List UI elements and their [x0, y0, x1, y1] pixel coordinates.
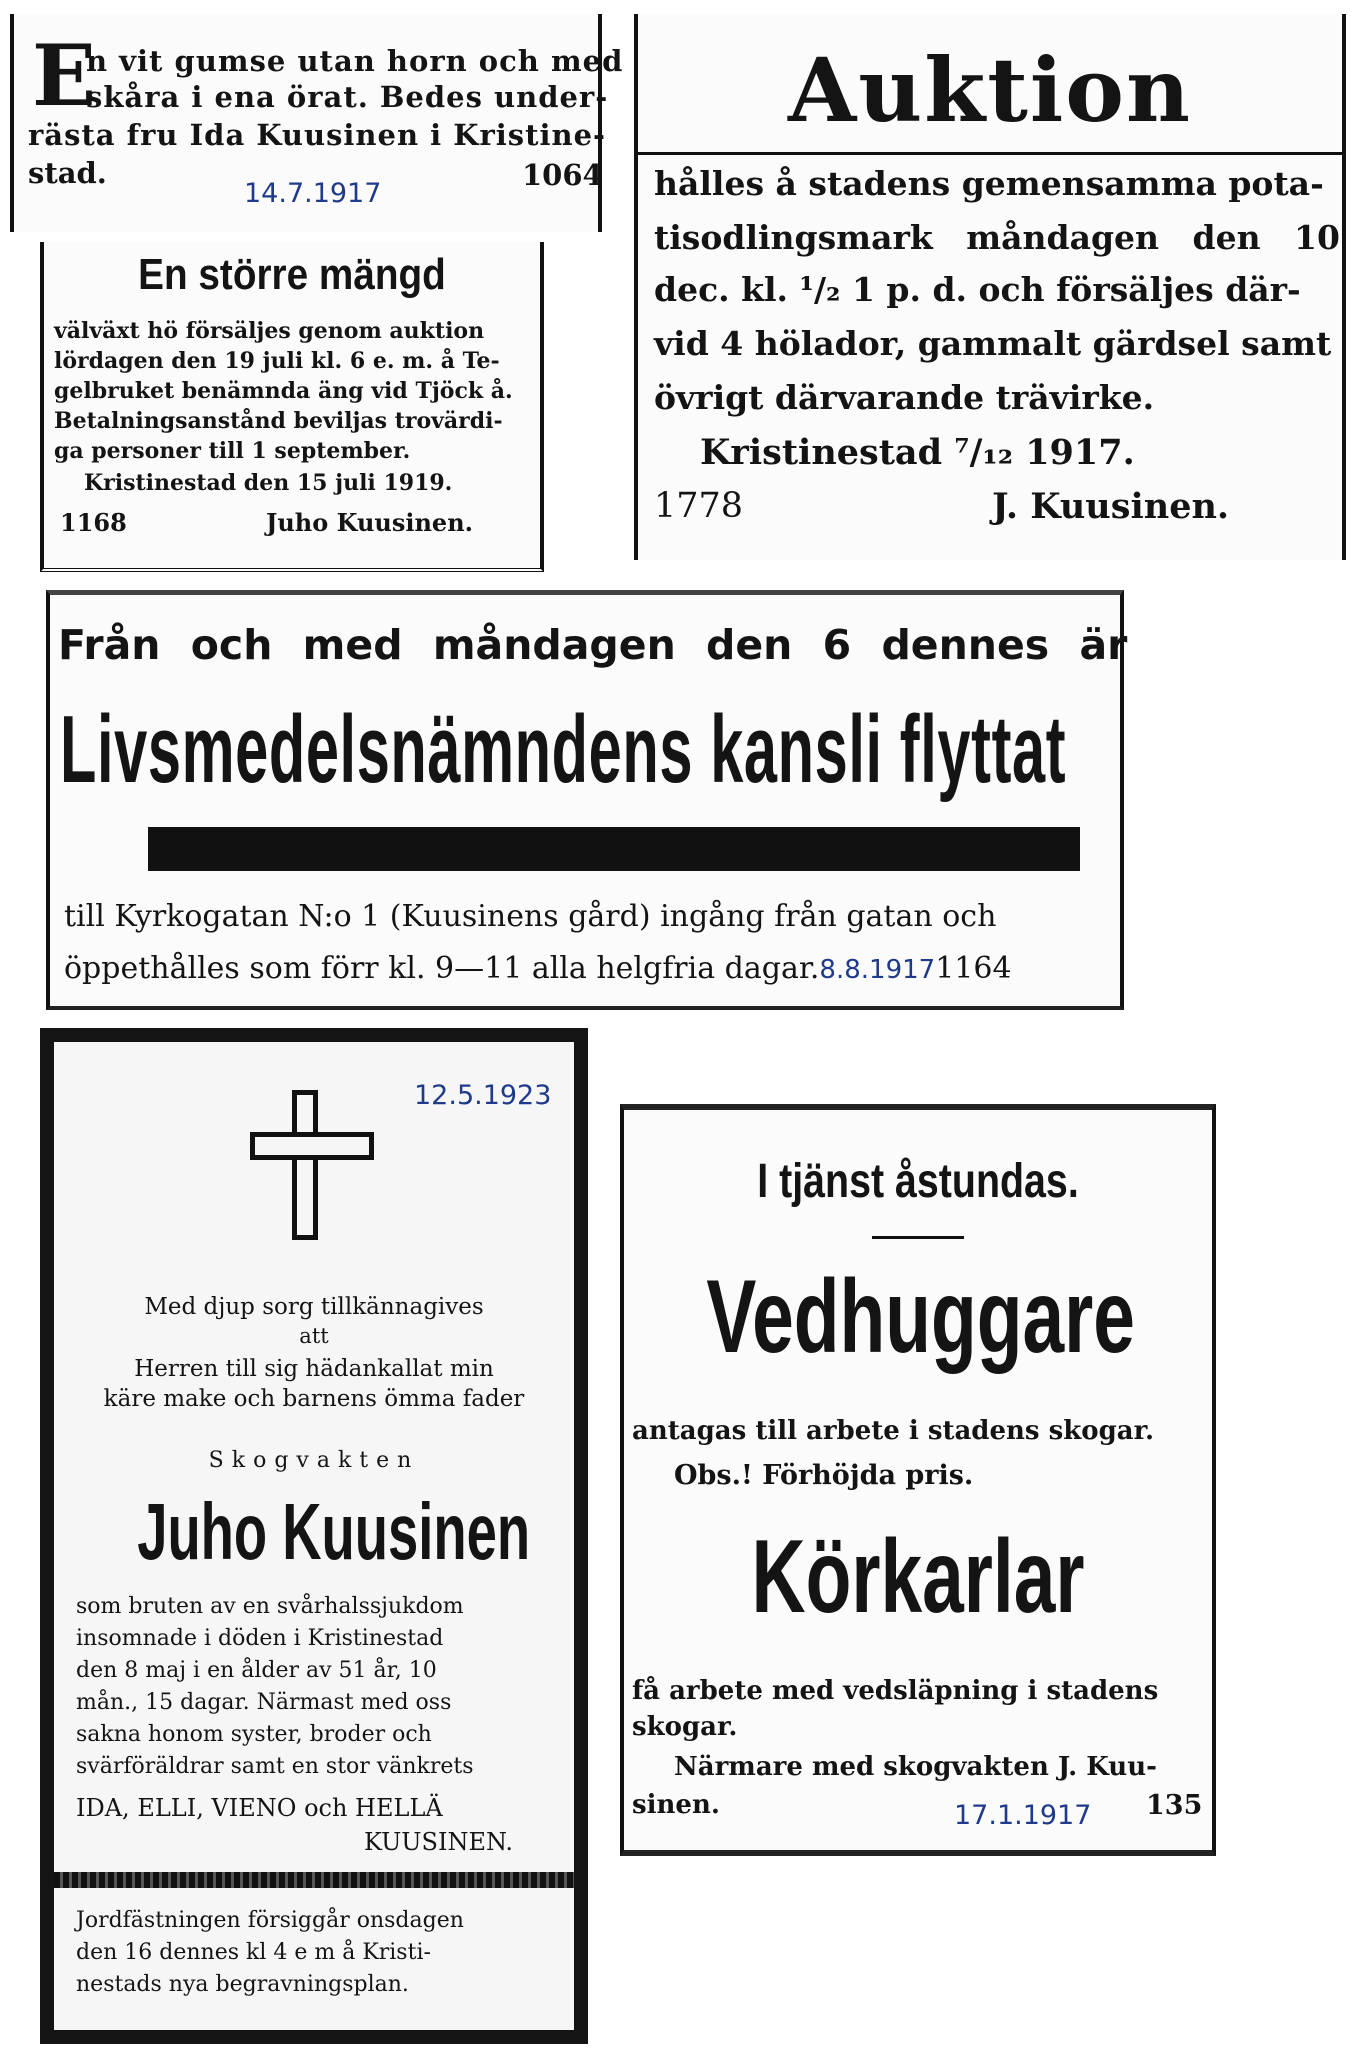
- ad-title: En större mängd: [138, 250, 446, 299]
- ad-text: öppethålles som förr kl. 9—11 alla helgfria dagar.: [64, 951, 820, 986]
- cross-icon: [250, 1090, 374, 1240]
- ad-text-line: n vit gumse utan horn och med: [86, 44, 624, 78]
- dropcap: E: [32, 26, 97, 125]
- ad-text-line: Närmare med skogvakten J. Kuu-: [674, 1752, 1157, 1782]
- ad-text-line: tisodlingsmark måndagen den 10: [654, 218, 1340, 257]
- ad-text-line: lördagen den 19 juli kl. 6 e. m. å Te-: [54, 348, 500, 374]
- ad-number: 135: [1146, 1790, 1203, 1821]
- ad-place-date: Kristinestad den 15 juli 1919.: [84, 470, 453, 496]
- date-annotation: 8.8.1917: [819, 955, 936, 985]
- ad-signature: Juho Kuusinen.: [266, 508, 473, 537]
- ad-signature: J. Kuusinen.: [992, 486, 1230, 527]
- obit-rank: Skogvakten: [208, 1448, 420, 1473]
- obit-line: Herren till sig hädankallat min: [134, 1356, 494, 1382]
- divider: [872, 1236, 964, 1239]
- ad-text-line: [64, 951, 1012, 986]
- ad-place-date: Kristinestad ⁷/₁₂ 1917.: [700, 432, 1135, 473]
- ad-text-line: ga personer till 1 september.: [54, 438, 411, 464]
- obit-funeral-line: Jordfästningen försiggår onsdagen: [76, 1908, 464, 1933]
- ad-text-line: få arbete med vedsläpning i stadens: [632, 1676, 1159, 1706]
- obit-line: Med djup sorg tillkännagives: [144, 1294, 484, 1320]
- obit-family: KUUSINEN.: [364, 1828, 514, 1856]
- obit-body-line: den 8 maj i en ålder av 51 år, 10: [76, 1658, 437, 1683]
- ad-text-line: välväxt hö försäljes genom auktion: [54, 318, 485, 344]
- ad-obituary: [40, 1028, 588, 2044]
- obit-family: IDA, ELLI, VIENO och HELLÄ: [76, 1794, 443, 1822]
- ad-text-line: Obs.! Förhöjda pris.: [674, 1460, 974, 1491]
- divider: [54, 1872, 574, 1888]
- ad-text-line: sinen.: [632, 1790, 720, 1820]
- ad-office-moved: [46, 590, 1128, 1010]
- job-title-drivers: Körkarlar: [751, 1519, 1085, 1635]
- ad-jobs: [620, 1104, 1216, 1856]
- ad-text-line: Betalningsanstånd beviljas trovärdi-: [54, 408, 503, 434]
- obit-line: käre make och barnens ömma fader: [103, 1386, 525, 1412]
- obit-line: att: [299, 1324, 329, 1348]
- obit-funeral-line: nestads nya begravningsplan.: [76, 1972, 409, 1997]
- ad-text-line: skogar.: [632, 1712, 738, 1742]
- ad-text-line: hålles å stadens gemensamma pota-: [654, 164, 1324, 203]
- obit-body-line: insomnade i döden i Kristinestad: [76, 1626, 444, 1651]
- ad-number: 1168: [60, 508, 127, 537]
- date-annotation: 14.7.1917: [244, 178, 382, 209]
- ad-number: 1778: [654, 486, 744, 526]
- obit-body-line: svärföräldrar samt en stor vänkrets: [76, 1754, 474, 1779]
- obit-body-line: sakna honom syster, broder och: [76, 1722, 432, 1747]
- obit-name: Juho Kuusinen: [137, 1487, 531, 1576]
- ad-text-line: vid 4 hölador, gammalt gärdsel samt: [654, 324, 1332, 363]
- ad-text-line: till Kyrkogatan N:o 1 (Kuusinens gård) ingång från gatan och: [64, 899, 997, 934]
- ad-intro: Från och med måndagen den 6 dennes är: [58, 621, 1128, 669]
- ad-number: 1064: [522, 158, 603, 192]
- ad-text-line: gelbruket benämnda äng vid Tjöck å.: [54, 378, 513, 404]
- ad-text-line: rästa fru Ida Kuusinen i Kristine-: [28, 118, 607, 152]
- job-title-woodcutter: Vedhuggare: [706, 1259, 1135, 1375]
- ad-text-line: stad.: [28, 156, 107, 190]
- ad-hay-auction: [40, 242, 544, 572]
- obit-funeral-line: den 16 dennes kl 4 e m å Kristi-: [76, 1940, 431, 1965]
- ad-lost-ram: [10, 14, 624, 232]
- ad-text-line: antagas till arbete i stadens skogar.: [632, 1416, 1155, 1446]
- ad-text-line: övrigt därvarande trävirke.: [654, 378, 1155, 417]
- ad-text-line: skåra i ena örat. Bedes under-: [86, 80, 609, 114]
- date-annotation: 12.5.1923: [414, 1080, 552, 1111]
- ad-title: I tjänst åstundas.: [757, 1155, 1079, 1208]
- ad-text-line: dec. kl. ¹/₂ 1 p. d. och försäljes där-: [654, 270, 1301, 309]
- black-bar: [148, 827, 1080, 871]
- divider: [638, 152, 1342, 155]
- ad-number: 1164: [935, 951, 1012, 986]
- ad-auction: [634, 14, 1346, 560]
- ad-title: Livsmedelsnämndens kansli flyttat: [60, 696, 1067, 803]
- obit-body-line: som bruten av en svårhalssjukdom: [76, 1594, 464, 1619]
- obit-body-line: mån., 15 dagar. Närmast med oss: [76, 1690, 452, 1715]
- date-annotation: 17.1.1917: [954, 1800, 1092, 1831]
- ad-title: Auktion: [788, 38, 1192, 142]
